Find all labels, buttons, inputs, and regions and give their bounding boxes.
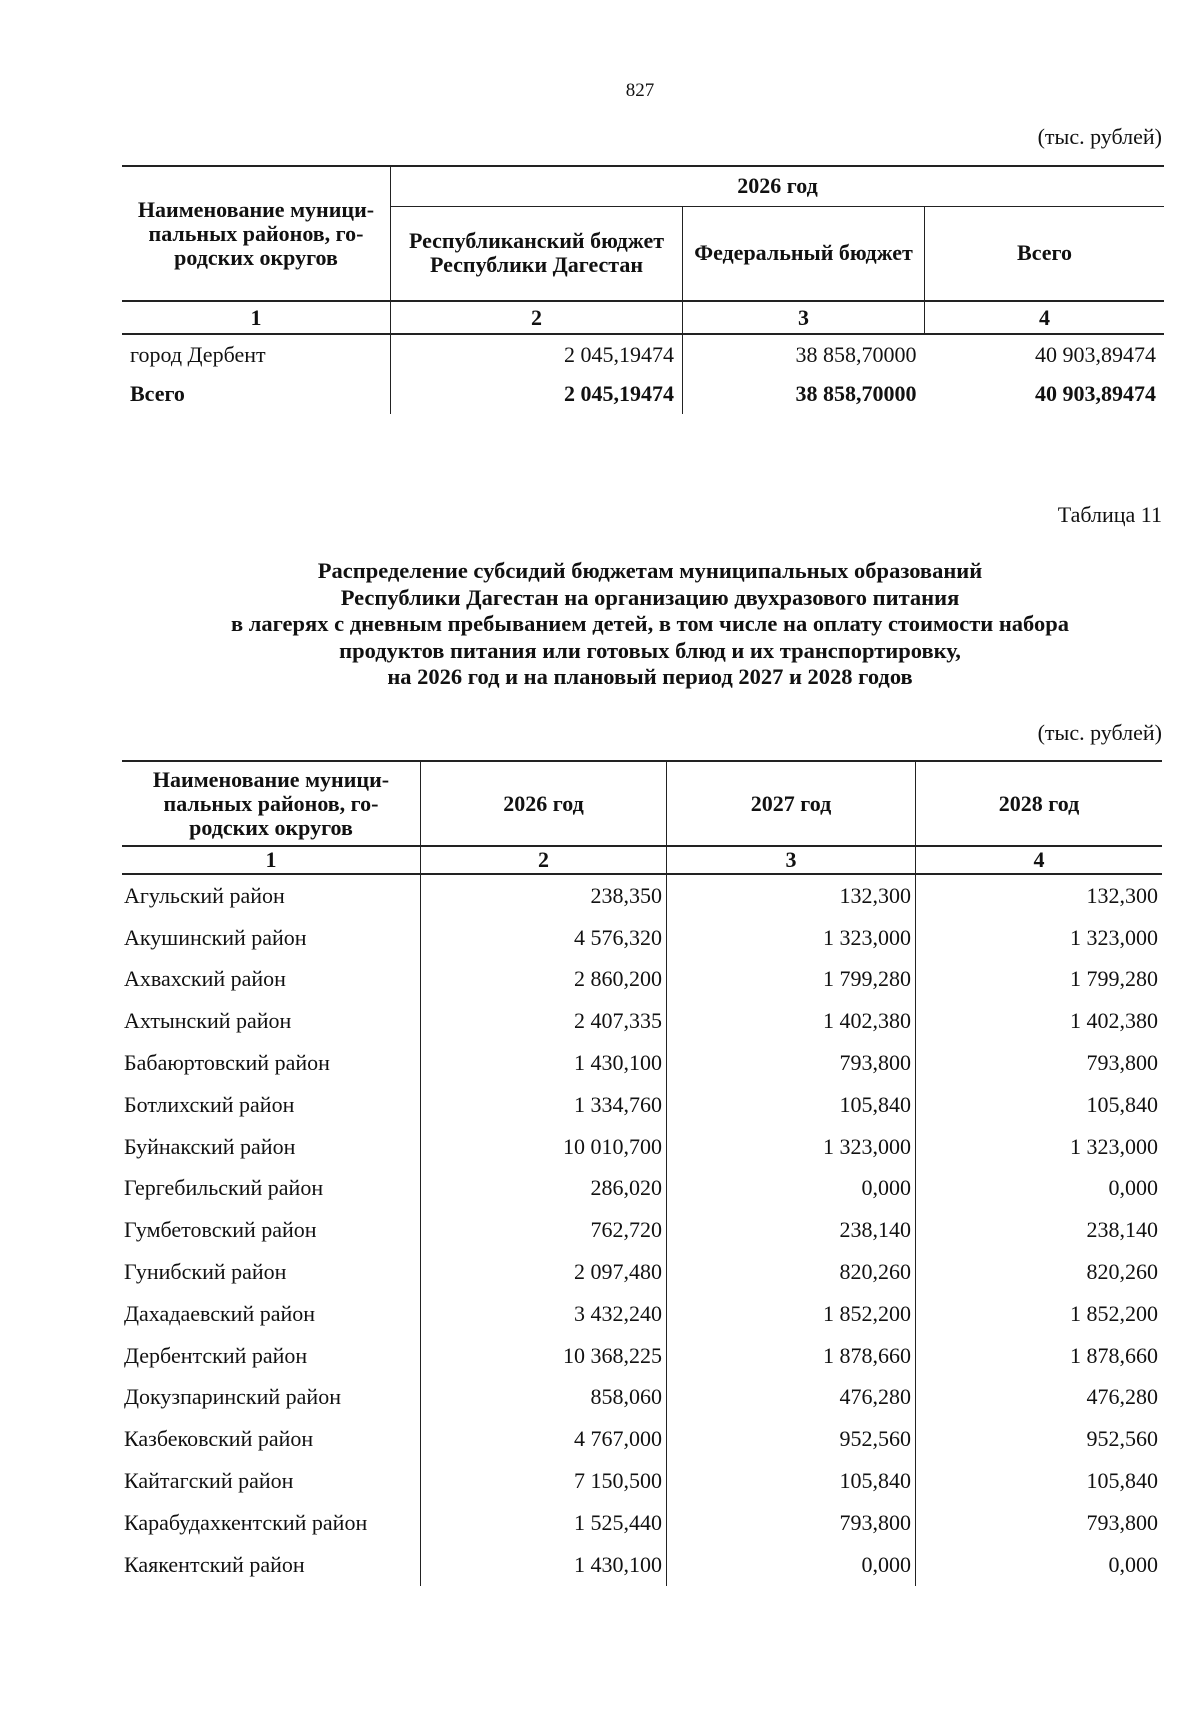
col-header: 2026 год	[421, 761, 667, 846]
table-row	[122, 1502, 1162, 1544]
cell: 2 407,335	[421, 1000, 667, 1042]
col-number: 2	[391, 301, 683, 334]
row-name: Гумбетовский район	[124, 1217, 317, 1243]
cell: 820,260	[916, 1251, 1163, 1293]
cell: 1 430,100	[421, 1042, 667, 1084]
col-header: 2028 год	[916, 761, 1163, 846]
title-line: продуктов питания или готовых блюд и их транспортировку,	[339, 637, 961, 663]
table-subsidies	[122, 760, 1162, 1586]
cell: 858,060	[421, 1377, 667, 1419]
cell: 286,020	[421, 1168, 667, 1210]
name-header: Наименование муници-пальных районов, го-родских округов	[122, 761, 421, 846]
cell: 1 430,100	[421, 1544, 667, 1586]
table-row	[122, 959, 1162, 1001]
cell: 952,560	[916, 1418, 1163, 1460]
units-label: (тыс. рублей)	[1037, 720, 1162, 745]
cell: 1 323,000	[667, 1126, 916, 1168]
row-name: Буйнакский район	[124, 1133, 296, 1159]
cell: 105,840	[667, 1084, 916, 1126]
col-number: 1	[122, 846, 421, 874]
row-name: Дербентский район	[124, 1342, 308, 1368]
cell: 40 903,89474	[1035, 341, 1156, 367]
cell: 2 045,19474	[391, 334, 683, 374]
cell: 105,840	[667, 1460, 916, 1502]
cell: 10 010,700	[421, 1126, 667, 1168]
cell: 1 799,280	[916, 959, 1163, 1001]
row-name: город Дербент	[130, 341, 266, 367]
cell: 1 334,760	[421, 1084, 667, 1126]
cell: 1 525,440	[421, 1502, 667, 1544]
cell: 793,800	[667, 1042, 916, 1084]
cell: 793,800	[916, 1042, 1163, 1084]
table-row	[122, 1335, 1162, 1377]
row-name: Казбековский район	[124, 1426, 314, 1452]
cell: 3 432,240	[421, 1293, 667, 1335]
cell: 952,560	[667, 1418, 916, 1460]
row-name: Агульский район	[124, 882, 285, 908]
year-header: 2026 год	[391, 166, 1165, 206]
table-row	[122, 1293, 1162, 1335]
cell: 238,350	[421, 874, 667, 917]
cell: 820,260	[667, 1251, 916, 1293]
table-row	[122, 334, 1164, 374]
title-line: на 2026 год и на плановый период 2027 и 2028 годов	[387, 664, 913, 689]
cell: 132,300	[916, 874, 1163, 917]
title-line: Республики Дагестан на организацию двухразового питания	[340, 584, 960, 610]
cell: 1 323,000	[916, 917, 1163, 959]
title-line: в лагерях с дневным пребыванием детей, в том числе на оплату стоимости набора	[230, 611, 1070, 636]
row-name: Ахтынский район	[124, 1008, 292, 1034]
cell: 1 878,660	[916, 1335, 1163, 1377]
table-row	[122, 1168, 1162, 1210]
row-name: Бабаюртовский район	[124, 1050, 330, 1076]
row-name: Докузпаринский район	[124, 1384, 341, 1410]
row-name: Каякентский район	[124, 1551, 305, 1577]
table-row	[122, 874, 1162, 917]
cell: 2 860,200	[421, 959, 667, 1001]
cell: 0,000	[916, 1168, 1163, 1210]
row-name: Дахадаевский район	[124, 1300, 316, 1326]
cell: 793,800	[916, 1502, 1163, 1544]
col-number: 4	[916, 846, 1163, 874]
cell: 238,140	[916, 1209, 1163, 1251]
cell: 4 767,000	[421, 1418, 667, 1460]
col-number: 4	[925, 301, 1165, 334]
table-row	[122, 1418, 1162, 1460]
cell: 105,840	[916, 1084, 1163, 1126]
table-row	[122, 917, 1162, 959]
cell: 0,000	[667, 1168, 916, 1210]
page-number: 827	[625, 80, 655, 101]
table-row	[122, 1251, 1162, 1293]
cell: 0,000	[916, 1544, 1163, 1586]
units-label: (тыс. рублей)	[1037, 124, 1162, 149]
cell: 10 368,225	[421, 1335, 667, 1377]
table-row	[122, 1000, 1162, 1042]
col-header: Всего	[925, 206, 1165, 301]
cell: 7 150,500	[421, 1460, 667, 1502]
cell: 2 097,480	[421, 1251, 667, 1293]
col-header: Республиканский бюджет Республики Дагестан	[391, 206, 683, 301]
row-name: Карабудахкентский район	[124, 1509, 368, 1535]
cell: 38 858,70000	[683, 374, 925, 414]
table-row	[122, 1377, 1162, 1419]
cell: 1 323,000	[667, 917, 916, 959]
cell: 1 878,660	[667, 1335, 916, 1377]
title-line: Распределение субсидий бюджетам муниципальных образований	[317, 558, 983, 583]
table-2026-derbent	[122, 165, 1164, 414]
cell: 132,300	[667, 874, 916, 917]
total-row	[122, 374, 1164, 414]
cell: 238,140	[667, 1209, 916, 1251]
cell: 762,720	[421, 1209, 667, 1251]
table-row	[122, 1460, 1162, 1502]
col-number: 3	[667, 846, 916, 874]
cell: 4 576,320	[421, 917, 667, 959]
table-label: Таблица 11	[1057, 502, 1162, 527]
cell: 476,280	[667, 1377, 916, 1419]
row-name: Гунибский район	[124, 1259, 287, 1285]
table-row	[122, 1544, 1162, 1586]
table-title	[100, 558, 1200, 691]
cell: 40 903,89474	[1035, 381, 1156, 406]
cell: 1 852,200	[916, 1293, 1163, 1335]
cell: 0,000	[667, 1544, 916, 1586]
table-row	[122, 1209, 1162, 1251]
cell: 2 045,19474	[391, 374, 683, 414]
col-header: Федеральный бюджет	[683, 206, 925, 301]
cell: 793,800	[667, 1502, 916, 1544]
cell: 1 402,380	[667, 1000, 916, 1042]
col-number: 1	[122, 301, 391, 334]
cell: 1 799,280	[667, 959, 916, 1001]
col-header: 2027 год	[667, 761, 916, 846]
row-name: Кайтагский район	[124, 1468, 294, 1494]
row-name: Всего	[130, 381, 185, 406]
name-header: Наименование муници-пальных районов, го-родских округов	[122, 166, 391, 301]
row-name: Ахвахский район	[124, 966, 286, 992]
cell: 1 852,200	[667, 1293, 916, 1335]
row-name: Ботлихский район	[124, 1091, 295, 1117]
row-name: Гергебильский район	[124, 1175, 324, 1201]
cell: 1 402,380	[916, 1000, 1163, 1042]
table-row	[122, 1042, 1162, 1084]
col-number: 3	[683, 301, 925, 334]
cell: 1 323,000	[916, 1126, 1163, 1168]
table-row	[122, 1084, 1162, 1126]
cell: 105,840	[916, 1460, 1163, 1502]
cell: 476,280	[916, 1377, 1163, 1419]
table-row	[122, 1126, 1162, 1168]
cell: 38 858,70000	[683, 334, 925, 374]
col-number: 2	[421, 846, 667, 874]
row-name: Акушинский район	[124, 924, 307, 950]
